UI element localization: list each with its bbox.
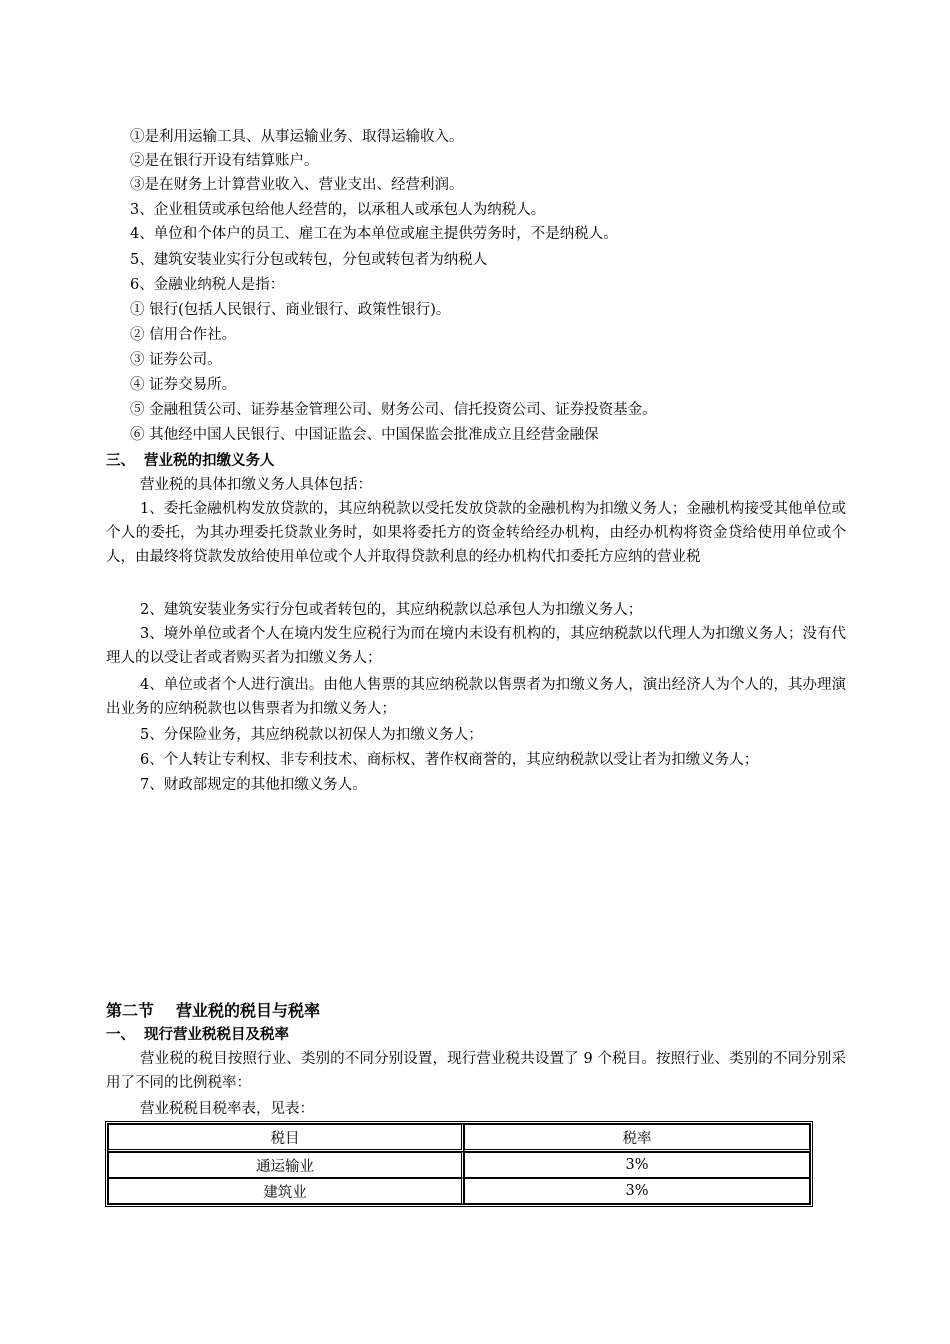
text-line: 5、建筑安装业实行分包或转包，分包或转包者为纳税人: [130, 252, 488, 268]
withholding-item: 4、单位或者个人进行演出。由他人售票的其应纳税款以售票者为扣缴义务人，演出经济人为个人的，其办理演出业务的应纳税款也以售票者为扣缴义务人；: [106, 677, 846, 717]
withholding-item: 5、分保险业务，其应纳税款以初保人为扣缴义务人；: [140, 727, 483, 743]
section-label: 第二节: [106, 1001, 155, 1020]
text-line: ②是在银行开设有结算账户。: [130, 153, 319, 169]
heading-title: 营业税的扣缴义务人: [144, 453, 275, 469]
text-line: ⑤ 金融租赁公司、证券基金管理公司、财务公司、信托投资公司、证券投资基金。: [130, 402, 657, 418]
cell-item: 通运输业: [108, 1152, 464, 1178]
column-header-rate: 税率: [464, 1124, 810, 1152]
cell-rate: 3%: [464, 1178, 810, 1204]
text-line: ④ 证券交易所。: [130, 377, 237, 393]
table-header-row: [108, 1124, 810, 1152]
text-line: ③是在财务上计算营业收入、营业支出、经营利润。: [130, 177, 464, 193]
section-heading: 营业税的税目与税率: [176, 1001, 321, 1020]
text-line: 3、企业租赁或承包给他人经营的，以承租人或承包人为纳税人。: [130, 202, 546, 218]
tax-rate-table: [105, 1121, 813, 1207]
heading-current-items: [106, 1023, 289, 1047]
text-line: 6、金融业纳税人是指：: [130, 277, 285, 293]
intro-line: 营业税的具体扣缴义务人具体包括：: [140, 477, 372, 493]
text-line: 4、单位和个体户的员工、雇工在为本单位或雇主提供劳务时，不是纳税人。: [130, 226, 618, 242]
withholding-item: 7、财政部规定的其他扣缴义务人。: [140, 777, 367, 793]
heading-number: 三、: [106, 453, 135, 469]
text-line: ③ 证券公司。: [130, 352, 222, 368]
table-intro: 营业税税目税率表，见表：: [140, 1101, 314, 1117]
withholding-item: 3、境外单位或者个人在境内发生应税行为而在境内未设有机构的，其应纳税款以代理人为扣缴义务人；没有代理人的以受让者或者购买者为扣缴义务人；: [106, 626, 846, 666]
cell-rate: 3%: [464, 1152, 810, 1178]
cell-item: 建筑业: [108, 1178, 464, 1204]
heading-title: 现行营业税税目及税率: [144, 1027, 289, 1043]
section-title: [106, 998, 320, 1024]
withholding-item: 6、个人转让专利权、非专利技术、商标权、著作权商誉的，其应纳税款以受让者为扣缴义务人；: [140, 752, 759, 768]
text-line: ①是利用运输工具、从事运输业务、取得运输收入。: [130, 129, 464, 145]
table-row: [108, 1152, 810, 1178]
withholding-item: 1、委托金融机构发放贷款的，其应纳税款以受托发放贷款的金融机构为扣缴义务人；金融机构接受其他单位或个人的委托，为其办理委托贷款业务时，如果将委托方的资金转给经办机构，由经办机构将资金贷给使用单位或个人，由最终将贷款发放给使用单位或个人并取得贷款利息的经办机构代扣委托方应纳的营业税: [106, 501, 846, 565]
text-line: ① 银行(包括人民银行、商业银行、政策性银行)。: [130, 302, 451, 318]
table-row: [108, 1178, 810, 1204]
column-header-item: 税目: [108, 1124, 464, 1152]
text-line: ② 信用合作社。: [130, 327, 237, 343]
withholding-item: 2、建筑安装业务实行分包或者转包的，其应纳税款以总承包人为扣缴义务人；: [140, 602, 643, 618]
section-paragraph: 营业税的税目按照行业、类别的不同分别设置，现行营业税共设置了 9 个税目。按照行业、类别的不同分别采用了不同的比例税率：: [106, 1051, 846, 1091]
heading-number: 一、: [106, 1027, 135, 1043]
text-line: ⑥ 其他经中国人民银行、中国证监会、中国保监会批准成立且经营金融保: [130, 427, 599, 443]
heading-withholding: [106, 449, 275, 473]
